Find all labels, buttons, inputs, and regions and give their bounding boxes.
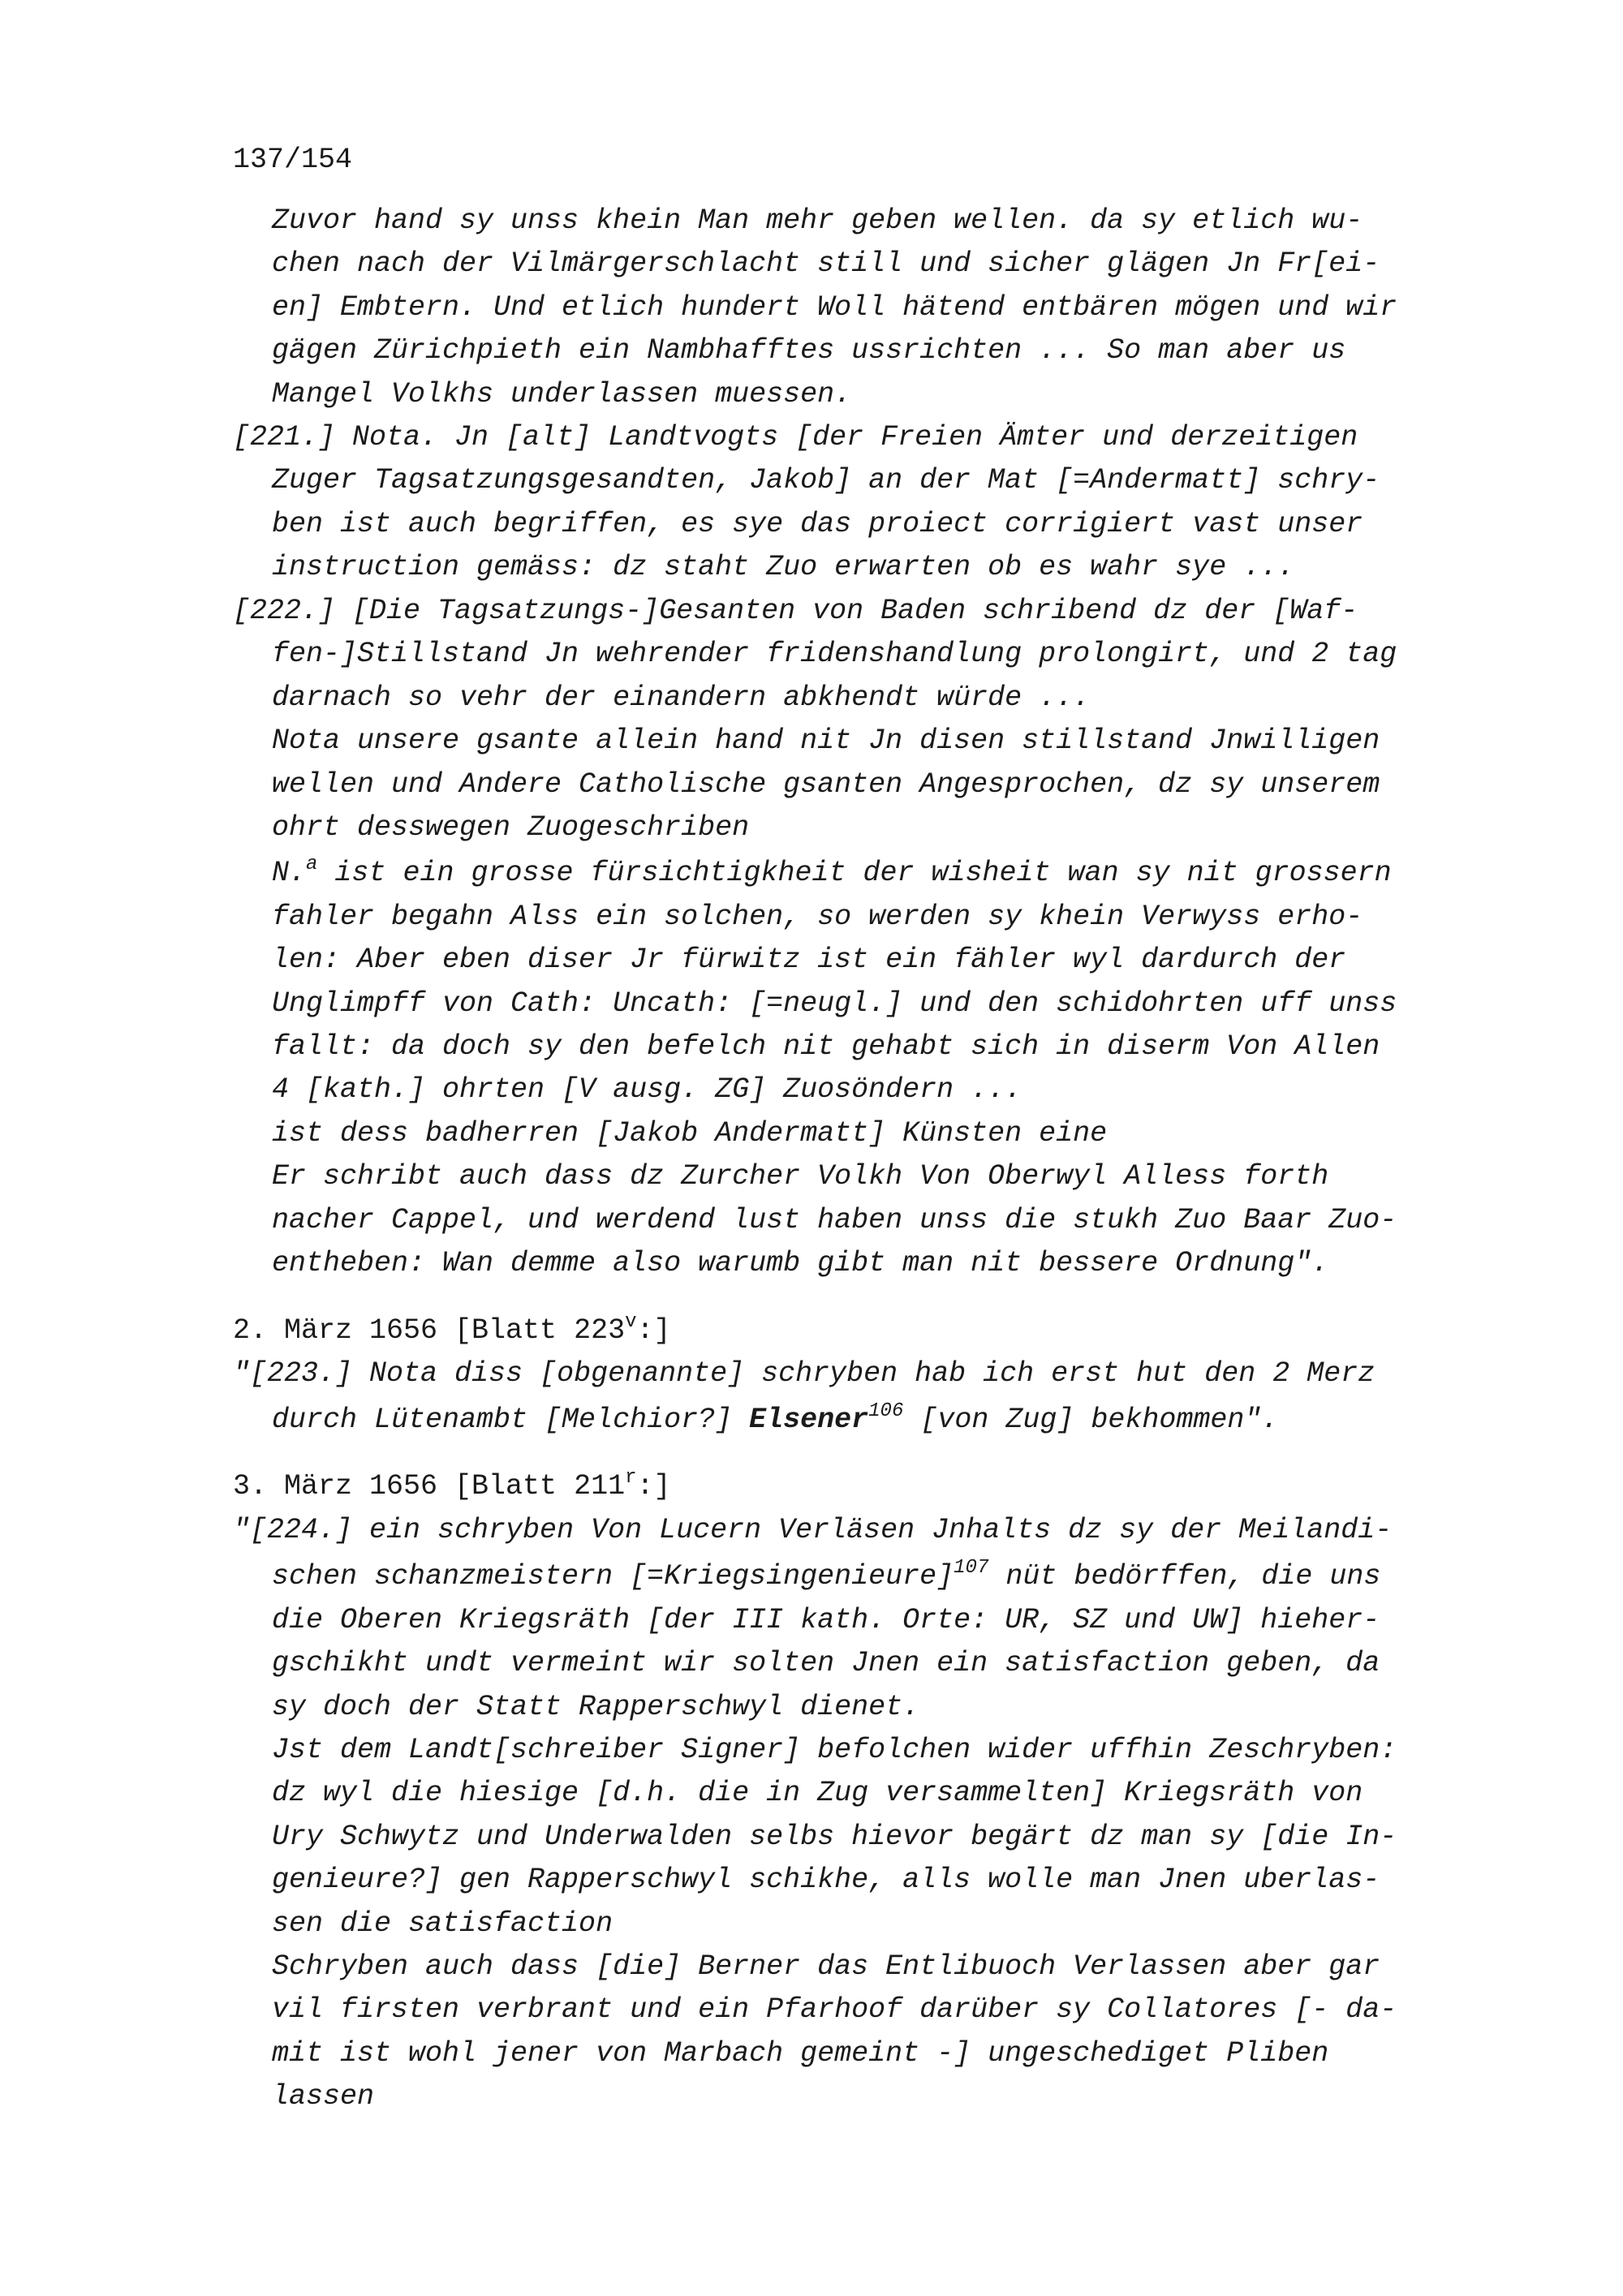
entry-223 <box>233 1352 1499 1443</box>
entry-224-line-2 <box>233 1555 1499 1598</box>
text-line: Zuvor hand sy unss khein Man mehr geben wellen. da sy etlich wu- <box>272 204 1363 237</box>
folio-superscript: r <box>625 1467 637 1489</box>
text-line: entheben: Wan demme also warumb gibt man nit bessere Ordnung". <box>272 1247 1329 1280</box>
text-line: ben ist auch begriffen, es sye das proiect corrigiert vast unser <box>272 507 1363 540</box>
text-line: Zuger Tagsatzungsgesandten, Jakob] an der Mat [=Andermatt] schry- <box>272 464 1380 497</box>
text-line: ohrt desswegen Zuogeschriben <box>272 811 750 845</box>
date-heading-text: 3. März 1656 [Blatt 211 <box>233 1470 626 1503</box>
text-line: Jst dem Landt[schreiber Signer] befolchen wider uffhin Zeschryben: <box>272 1734 1397 1767</box>
footnote-marker: 106 <box>868 1400 904 1423</box>
entry-224 <box>233 1509 1499 2119</box>
text-line: genieure?] gen Rapperschwyl schikhe, alls wolle man Jnen uberlas- <box>272 1864 1380 1897</box>
text-line: en] Embtern. Und etlich hundert Woll hätend entbären mögen und wir <box>272 290 1397 324</box>
nota-rest: ist ein grosse fürsichtigkheit der wisheit wan sy nit grossern <box>317 857 1392 890</box>
text-line: fallt: da doch sy den befelch nit gehabt sich in diserm Von Allen <box>272 1030 1380 1064</box>
text-line: vil firsten verbrant und ein Pfarhoof darüber sy Collatores [- da- <box>272 1993 1397 2027</box>
text-line: lassen <box>272 2080 375 2113</box>
text-line: chen nach der Vilmärgerschlacht still und sicher glägen Jn Fr[ei- <box>272 247 1380 281</box>
entry-224-heading-line: "[224.] ein schryben Von Lucern Verläsen Jnhalts dz sy der Meilandi- <box>233 1514 1393 1546</box>
text-span: nüt bedörffen, die uns <box>988 1560 1381 1593</box>
paragraph-intro <box>233 200 1499 416</box>
text-line: gägen Zürichpieth ein Nambhafftes ussrichten ... So man aber us <box>272 334 1346 368</box>
nota-prefix: N. <box>272 857 307 890</box>
date-heading-1 <box>233 1309 1499 1352</box>
text-line: Ury Schwytz und Underwalden selbs hievor begärt dz man sy [die In- <box>272 1820 1397 1853</box>
text-line: sen die satisfaction <box>272 1907 613 1940</box>
text-line: Schryben auch dass [die] Berner das Entlibuoch Verlassen aber gar <box>272 1950 1380 1984</box>
nota-line <box>233 852 1499 895</box>
folio-superscript: v <box>625 1311 637 1333</box>
footnote-marker: 107 <box>954 1557 989 1580</box>
text-line: Unglimpff von Cath: Uncath: [=neugl.] und den schidohrten uff unss <box>272 987 1397 1020</box>
text-line: fen-]Stillstand Jn wehrender fridenshandlung prolongirt, und 2 tag <box>272 638 1397 671</box>
text-line: nacher Cappel, und werdend lust haben unss die stukh Zuo Baar Zuo- <box>272 1203 1397 1236</box>
entry-221 <box>233 416 1499 590</box>
text-line: mit ist wohl jener von Marbach gemeint -] ungeschediget Pliben <box>272 2036 1329 2070</box>
text-line: Nota unsere gsante allein hand nit Jn disen stillstand Jnwilligen <box>272 724 1380 758</box>
person-name: Elsener <box>749 1404 869 1437</box>
date-heading-tail: :] <box>636 1314 671 1347</box>
text-line: die Oberen Kriegsräth [der III kath. Orte: UR, SZ und UW] hieher- <box>272 1603 1380 1636</box>
text-line: wellen und Andere Catholische gsanten Angesprochen, dz sy unserem <box>272 767 1380 801</box>
text-line: darnach so vehr der einandern abkhendt würde ... <box>272 681 1091 714</box>
date-heading-2 <box>233 1465 1499 1508</box>
text-line: len: Aber eben diser Jr fürwitz ist ein fähler wyl dardurch der <box>272 944 1346 977</box>
text-line: instruction gemäss: dz staht Zuo erwarten ob es wahr sye ... <box>272 551 1295 584</box>
text-line: Er schribt auch dass dz Zurcher Volkh Von Oberwyl Alless forth <box>272 1160 1329 1193</box>
page-number: 137/154 <box>233 144 353 176</box>
entry-223-line-2 <box>233 1399 1499 1442</box>
entry-221-heading-line: [221.] Nota. Jn [alt] Landtvogts [der Freien Ämter und derzeitigen <box>233 421 1358 454</box>
text-line: Mangel Volkhs underlassen muessen. <box>272 377 852 411</box>
text-line: 4 [kath.] ohrten [V ausg. ZG] Zuosöndern ... <box>272 1073 1022 1107</box>
text-span: schen schanzmeistern [=Kriegsingenieure] <box>272 1560 954 1593</box>
text-line: sy doch der Statt Rapperschwyl dienet. <box>272 1690 920 1723</box>
text-line: dz wyl die hiesige [d.h. die in Zug versammelten] Kriegsräth von <box>272 1777 1363 1810</box>
entry-223-heading-line: "[223.] Nota diss [obgenannte] schryben hab ich erst hut den 2 Merz <box>233 1357 1375 1390</box>
text-line: ist dess badherren [Jakob Andermatt] Künsten eine <box>272 1116 1108 1150</box>
date-heading-tail: :] <box>636 1470 671 1503</box>
text-span: durch Lütenambt [Melchior?] <box>272 1404 750 1437</box>
nota-superscript: a <box>306 853 318 876</box>
entry-222-heading-line: [222.] [Die Tagsatzungs-]Gesanten von Baden schribend dz der [Waf- <box>233 595 1358 627</box>
text-span: [von Zug] bekhommen". <box>903 1404 1279 1437</box>
text-line: gschikht undt vermeint wir solten Jnen ein satisfaction geben, da <box>272 1647 1380 1680</box>
text-line: fahler begahn Alss ein solchen, so werden sy khein Verwyss erho- <box>272 900 1363 933</box>
date-heading-text: 2. März 1656 [Blatt 223 <box>233 1314 626 1347</box>
entry-222 <box>233 590 1499 1286</box>
